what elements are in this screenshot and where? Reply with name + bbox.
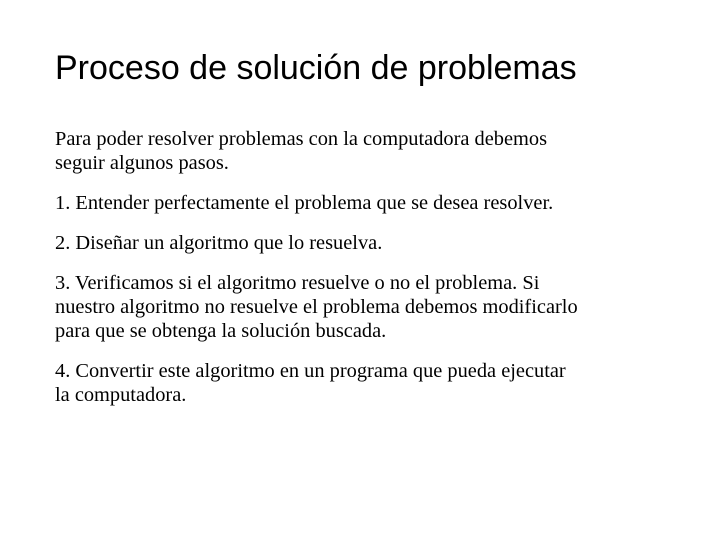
text-line: la computadora. [55,384,187,406]
intro-paragraph [55,127,695,175]
slide-body [55,127,695,407]
text-line: 3. Verificamos si el algoritmo resuelve o no el problema. Si [55,272,540,294]
step-2-paragraph [55,231,695,255]
text-line: 2. Diseñar un algoritmo que lo resuelva. [55,232,383,254]
text-line: nuestro algoritmo no resuelve el problema debemos modificarlo [55,296,578,318]
slide-title: Proceso de solución de problemas [55,49,577,87]
text-line: 1. Entender perfectamente el problema que se desea resolver. [55,192,554,214]
step-3-paragraph [55,271,695,343]
text-line: seguir algunos pasos. [55,152,229,174]
step-4-paragraph [55,359,695,407]
step-1-paragraph [55,191,695,215]
text-line: Para poder resolver problemas con la computadora debemos [55,128,548,150]
text-line: para que se obtenga la solución buscada. [55,320,387,342]
text-line: 4. Convertir este algoritmo en un programa que pueda ejecutar [55,360,566,382]
